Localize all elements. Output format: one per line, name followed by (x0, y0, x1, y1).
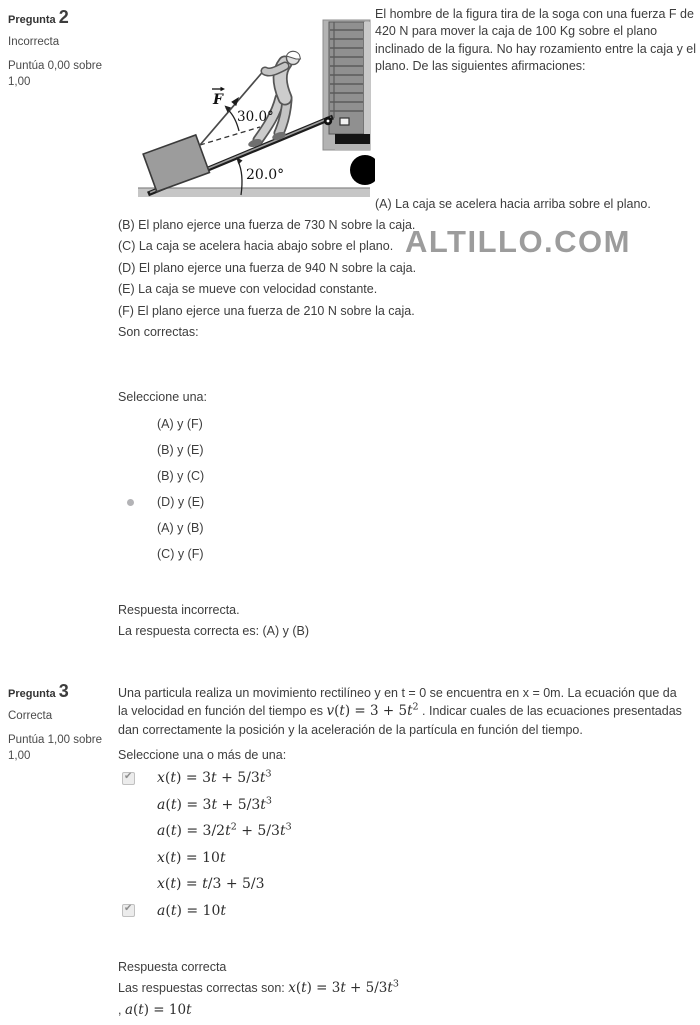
force-label (212, 87, 225, 108)
answer-option[interactable] (118, 463, 204, 489)
truck (323, 20, 370, 150)
box (143, 135, 209, 192)
question-label: Pregunta (8, 688, 56, 700)
answer-option[interactable] (118, 845, 292, 872)
ground (138, 188, 370, 197)
question3-feedback-correct-2: , a(t) = 10t (118, 1001, 192, 1018)
correct-equation-2: a(t) = 10t (124, 1001, 192, 1018)
statement-line: Son correctas: (118, 325, 199, 340)
answer-option-label: (A) y (B) (157, 521, 204, 535)
watermark: ALTILLO.COM (405, 224, 631, 259)
checkbox-checked-indicator (122, 904, 135, 917)
question2-select-prompt: Seleccione una: (118, 390, 207, 404)
statement-line: (F) El plano ejerce una fuerza de 210 N sobre la caja. (118, 303, 415, 318)
question-number: 3 (58, 681, 69, 701)
answer-option-label: (B) y (E) (157, 443, 204, 457)
answer-option-label: (A) y (F) (157, 417, 203, 431)
question3-text-before: Una particula realiza un movimiento rectilíneo y en t = 0 se encuentra en x = 0m. La ecuación que da la velocidad en función del tiempo es (118, 686, 677, 719)
question2-text: El hombre de la figura tira de la soga con una fuerza F de 420 N para mover la caja de 100 Kg sobre el plano inclinado de la figura. No hay rozamiento entre la caja y el plano. De las siguientes afirmaciones: (375, 7, 697, 74)
question3-info (8, 682, 112, 764)
answer-option[interactable] (118, 792, 292, 819)
statement-line: (C) La caja se acelera hacia abajo sobre el plano. (118, 239, 394, 254)
statement-line: (D) El plano ejerce una fuerza de 940 N sobre la caja. (118, 260, 417, 275)
question-number: 2 (58, 7, 69, 27)
answer-option[interactable] (118, 411, 204, 437)
equation-option-label: $a(t) = 3/2t^2 + 5/3t^3$ (157, 821, 292, 840)
velocity-equation: $v(t) = 3 + 5t^2$ (326, 701, 419, 720)
incline-figure (138, 8, 378, 200)
answer-option[interactable] (118, 818, 292, 845)
question2-feedback (118, 600, 309, 643)
truck-wheel (350, 152, 378, 190)
radio-selected-indicator (127, 499, 134, 506)
question2-feedback-result: Respuesta incorrecta. (118, 603, 240, 617)
answer-option-label: (C) y (F) (157, 547, 204, 561)
answer-option-label: (B) y (C) (157, 469, 205, 483)
question3-title (8, 682, 112, 702)
question2-feedback-correct: La respuesta correcta es: (A) y (B) (118, 624, 310, 639)
answer-option-label: (D) y (E) (157, 495, 205, 509)
answer-option[interactable] (118, 898, 292, 925)
question3-select-prompt: Seleccione una o más de una: (118, 748, 287, 762)
question3-text (118, 684, 684, 739)
rope-angle-label: 30.0° (237, 109, 274, 125)
question3-options (118, 765, 292, 924)
checkbox-cell[interactable] (118, 904, 157, 917)
question2-title (8, 8, 112, 28)
equation-option-label: $a(t) = 3t + 5/3t^3$ (157, 795, 272, 813)
question3-text-after: . Indicar cuales de las ecuaciones presentadas dan correctamente la posición y la aceleración de la partícula en función del tiempo. (118, 704, 682, 737)
question3-feedback (118, 957, 399, 1021)
question2-state: Incorrecta (8, 36, 60, 48)
equation-option-label: $x(t) = 3t + 5/3t^3$ (157, 768, 272, 787)
question3-grade: Puntúa 1,00 sobre 1,00 (8, 734, 102, 762)
equation-option-label: x(t) = 10t (157, 849, 226, 866)
question2-options (118, 411, 204, 567)
question-label: Pregunta (8, 14, 56, 26)
question3-feedback-result: Respuesta correcta (118, 960, 227, 974)
equation-option-label: a(t) = 10t (157, 902, 227, 919)
answer-option[interactable] (118, 541, 204, 567)
answer-option[interactable] (118, 515, 204, 541)
question2-info (8, 8, 112, 90)
question2-grade: Puntúa 0,00 sobre 1,00 (8, 60, 102, 88)
answer-option[interactable] (118, 437, 204, 463)
question3-feedback-correct-1: Las respuestas correctas son: $x(t) = 3t + 5/3t^3$ (118, 978, 399, 997)
radio-cell[interactable] (118, 499, 157, 506)
statement-line: (E) La caja se mueve con velocidad constante. (118, 282, 378, 297)
incline-angle-label: 20.0° (246, 167, 285, 183)
svg-text:F: F (213, 92, 223, 108)
answer-option[interactable] (118, 871, 292, 898)
statement-line: (B) El plano ejerce una fuerza de 730 N sobre la caja. (118, 218, 416, 232)
checkbox-checked-indicator (122, 772, 135, 785)
question3-state: Correcta (8, 710, 53, 722)
equation-option-label: x(t) = t/3 + 5/3 (157, 876, 265, 893)
checkbox-cell[interactable] (118, 772, 157, 785)
answer-option[interactable] (118, 765, 292, 792)
correct-equation-1: $x(t) = 3t + 5/3t^3$ (288, 978, 399, 997)
statement-a: (A) La caja se acelera hacia arriba sobre el plano. (375, 197, 651, 211)
answer-option[interactable] (118, 489, 204, 515)
